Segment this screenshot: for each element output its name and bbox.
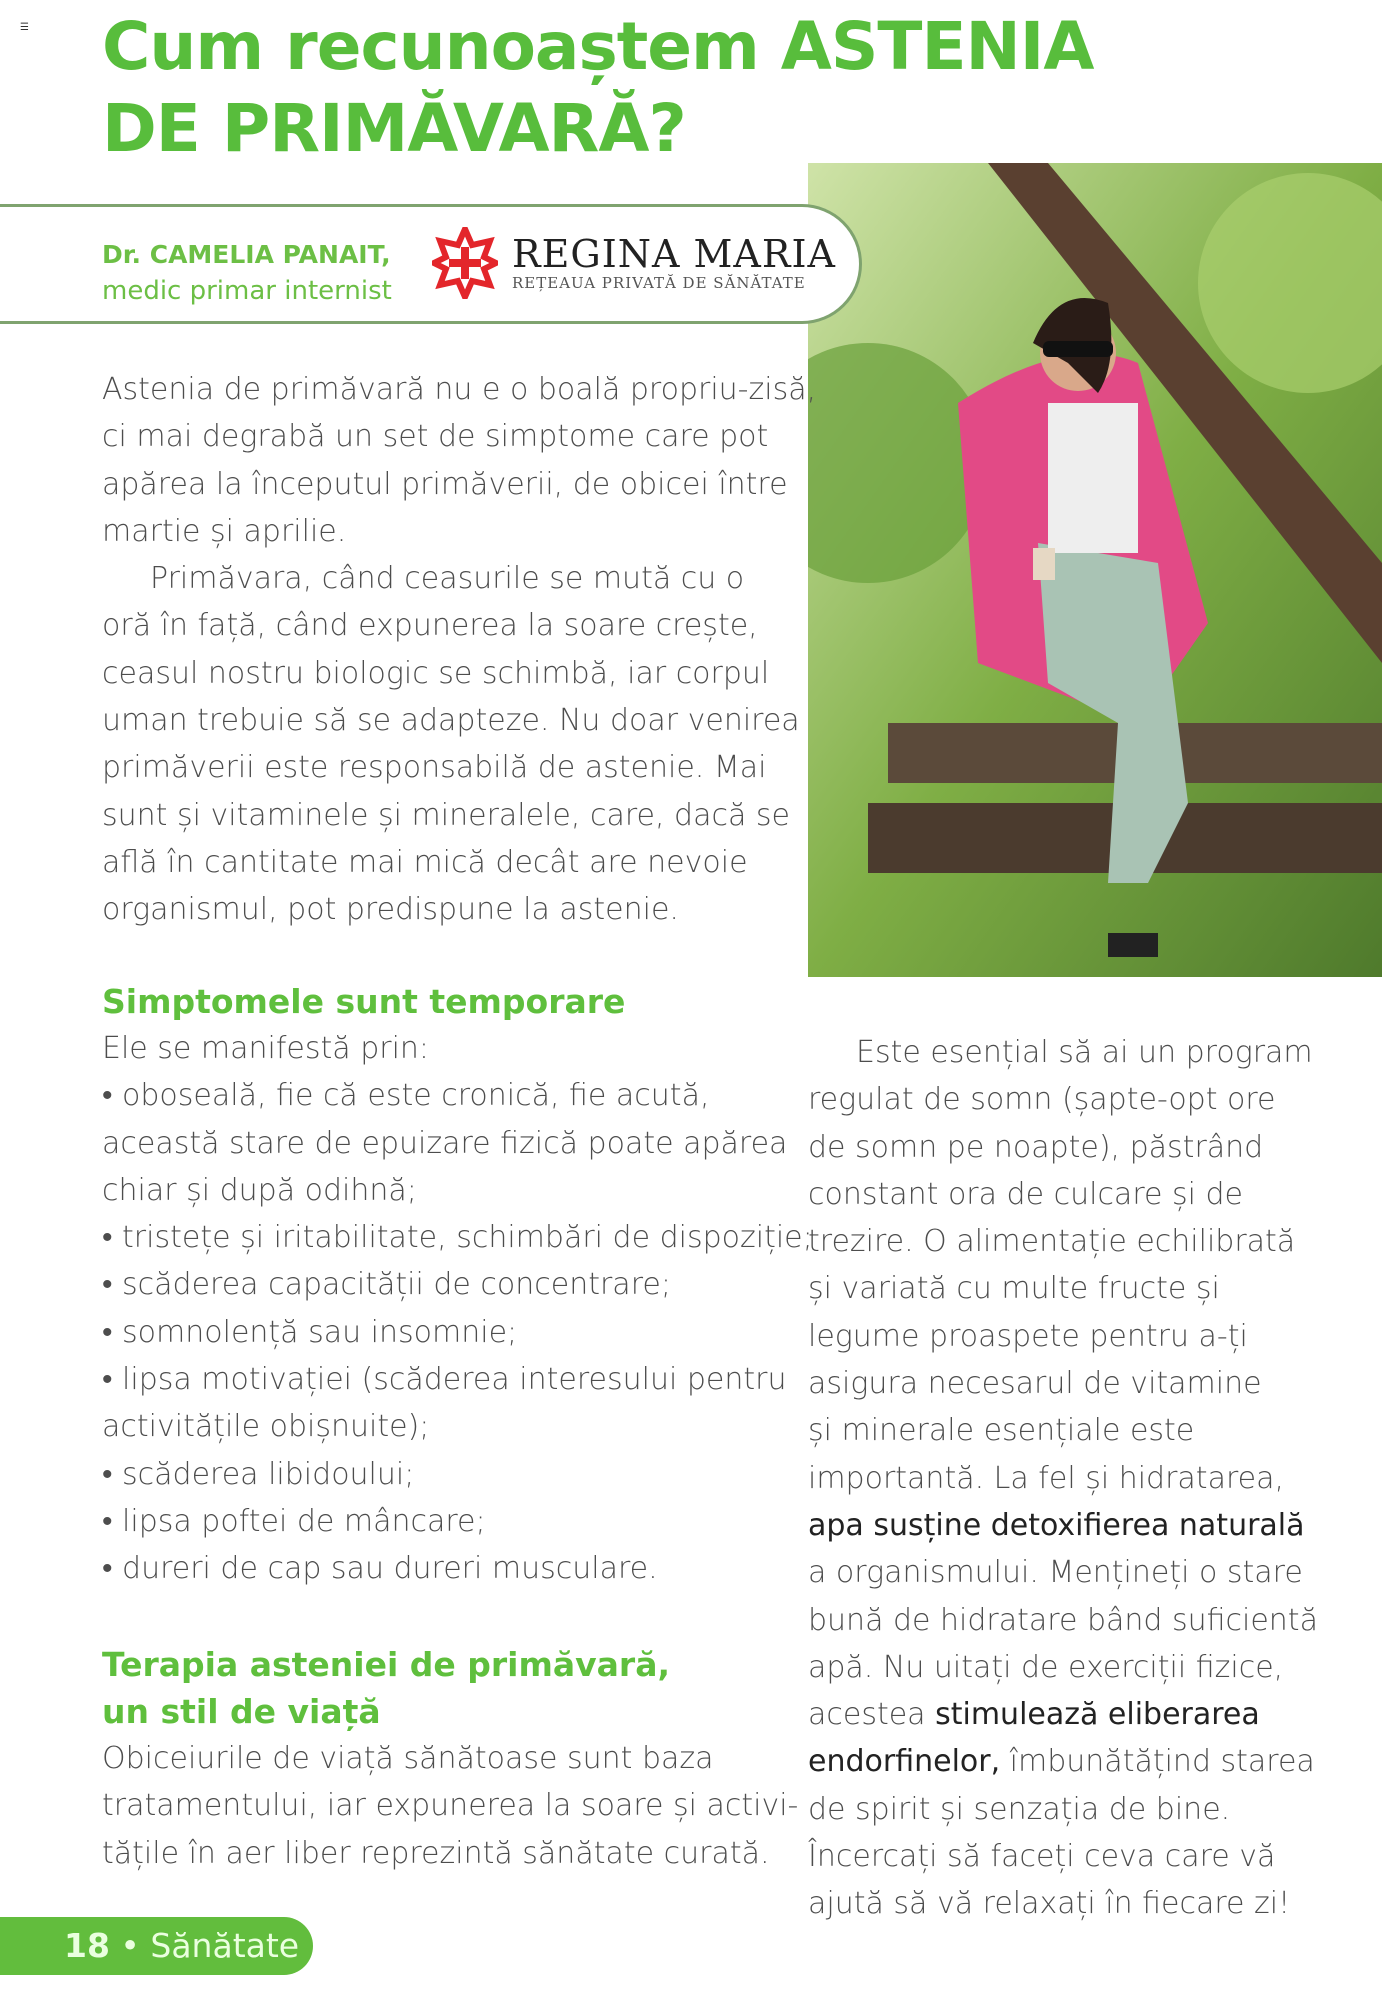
menu-icon[interactable]: ☰ [20,22,29,33]
text-line: apă. Nu uitați de exerciții fizice, [808,1649,1284,1685]
text-line: bună de hidratare bând suficientă [808,1602,1318,1638]
text-line: primăverii este responsabilă de astenie. Mai [102,750,767,786]
bold-text: apa susține detoxifierea naturală [808,1507,1305,1543]
text-line: Ele se manifestă prin: [102,1031,430,1066]
text-line: importantă. La fel și hidratarea, [808,1460,1285,1496]
text-line: organismul, pot predispune la astenie. [102,892,679,928]
text-line: legume proaspete pentru a-ți [808,1318,1248,1354]
list-item: • oboseală, fie că este cronică, fie acută, [102,1078,710,1114]
list-item: • somnolență sau insomnie; [102,1314,518,1350]
section-heading: Simptomele sunt temporare [102,982,626,1021]
text-line: uman trebuie să se adapteze. Nu doar venirea [102,703,800,739]
text-line: ajută să vă relaxați în fiecare zi! [808,1886,1291,1922]
text-line: Astenia de primăvară nu e o boală propriu-zisă, [102,372,817,407]
bold-text: endorfinelor, [808,1744,1001,1780]
text-line: tățile în aer liber reprezintă sănătate curată. [102,1835,770,1871]
list-item: • tristețe și iritabilitate, schimbări de dispoziție; [102,1220,813,1256]
star-cross-icon [432,227,498,299]
title-line: DE PRIMĂVARĂ? [102,90,686,167]
separator: • [109,1926,151,1965]
author-role: medic primar internist [102,276,392,306]
text-line: Obiceiurile de viață sănătoase sunt baza [102,1741,714,1776]
author-band [0,204,862,324]
text-line: și variată cu multe fructe și [808,1271,1220,1307]
article-title [102,6,1093,170]
list-item: • scăderea capacității de concentrare; [102,1267,671,1303]
logo-tagline: REȚEAUA PRIVATĂ DE SĂNĂTATE [512,274,806,292]
section-heading: un stil de viață [102,1692,381,1731]
bold-text: stimulează eliberarea [935,1697,1260,1733]
text-line: asigura necesarul de vitamine [808,1366,1262,1402]
text-span: acestea [808,1697,936,1733]
section-name: Sănătate [150,1926,300,1965]
text-line: această stare de epuizare fizică poate apărea [102,1125,788,1161]
text-line: a organismului. Mențineți o stare [808,1555,1303,1591]
author-info [102,237,392,309]
symptoms-section [102,978,813,1593]
text-line: regulat de somn (șapte-opt ore [808,1082,1276,1118]
text-line: sunt și vitaminele și mineralele, care, dacă se [102,797,790,833]
text-line: de spirit și senzația de bine. [808,1791,1231,1827]
article-photo [808,163,1382,977]
text-line: apărea la începutul primăverii, de obicei între [102,466,788,502]
text-line: constant ora de culcare și de [808,1176,1243,1212]
left-column [102,366,816,934]
right-column [808,1029,1318,1928]
text-line: află în cantitate mai mică decât are nevoie [102,844,748,880]
text-line: Încercați să faceți ceva care vă [808,1839,1276,1875]
text-line: oră în față, când expunerea la soare crește, [102,608,758,644]
text-line: chiar și după odihnă; [102,1172,417,1208]
text-line: și minerale esențiale este [808,1413,1195,1449]
text-line: activitățile obișnuite); [102,1409,430,1445]
list-item: • dureri de cap sau dureri musculare. [102,1551,658,1587]
text-line: Este esențial să ai un program [856,1035,1313,1070]
text-line: Primăvara, când ceasurile se mută cu o [150,561,745,597]
logo-name: REGINA MARIA [512,232,836,276]
text-line: ci mai degrabă un set de simptome care pot [102,419,769,455]
list-item: • lipsa poftei de mâncare; [102,1503,486,1539]
text-line: tratamentului, iar expunerea la soare și activi- [102,1788,799,1824]
section-heading: Terapia asteniei de primăvară, [102,1645,671,1684]
therapy-section [102,1641,798,1877]
page-footer [0,1917,313,1975]
list-item: • scăderea libidoului; [102,1456,415,1492]
text-line: ceasul nostru biologic se schimbă, iar corpul [102,655,770,691]
page-number: 18 [64,1926,110,1965]
text-line: de somn pe noapte), păstrând [808,1129,1264,1165]
regina-maria-logo [432,227,836,299]
list-item: • lipsa motivației (scăderea interesului pentru [102,1362,787,1398]
title-line: Cum recunoaștem ASTENIA [102,8,1094,85]
author-name: Dr. CAMELIA PANAIT, [102,240,391,269]
text-line: martie și aprilie. [102,513,347,549]
text-span: îmbunătățind starea [1000,1744,1315,1780]
text-line: trezire. O alimentație echilibrată [808,1224,1296,1260]
